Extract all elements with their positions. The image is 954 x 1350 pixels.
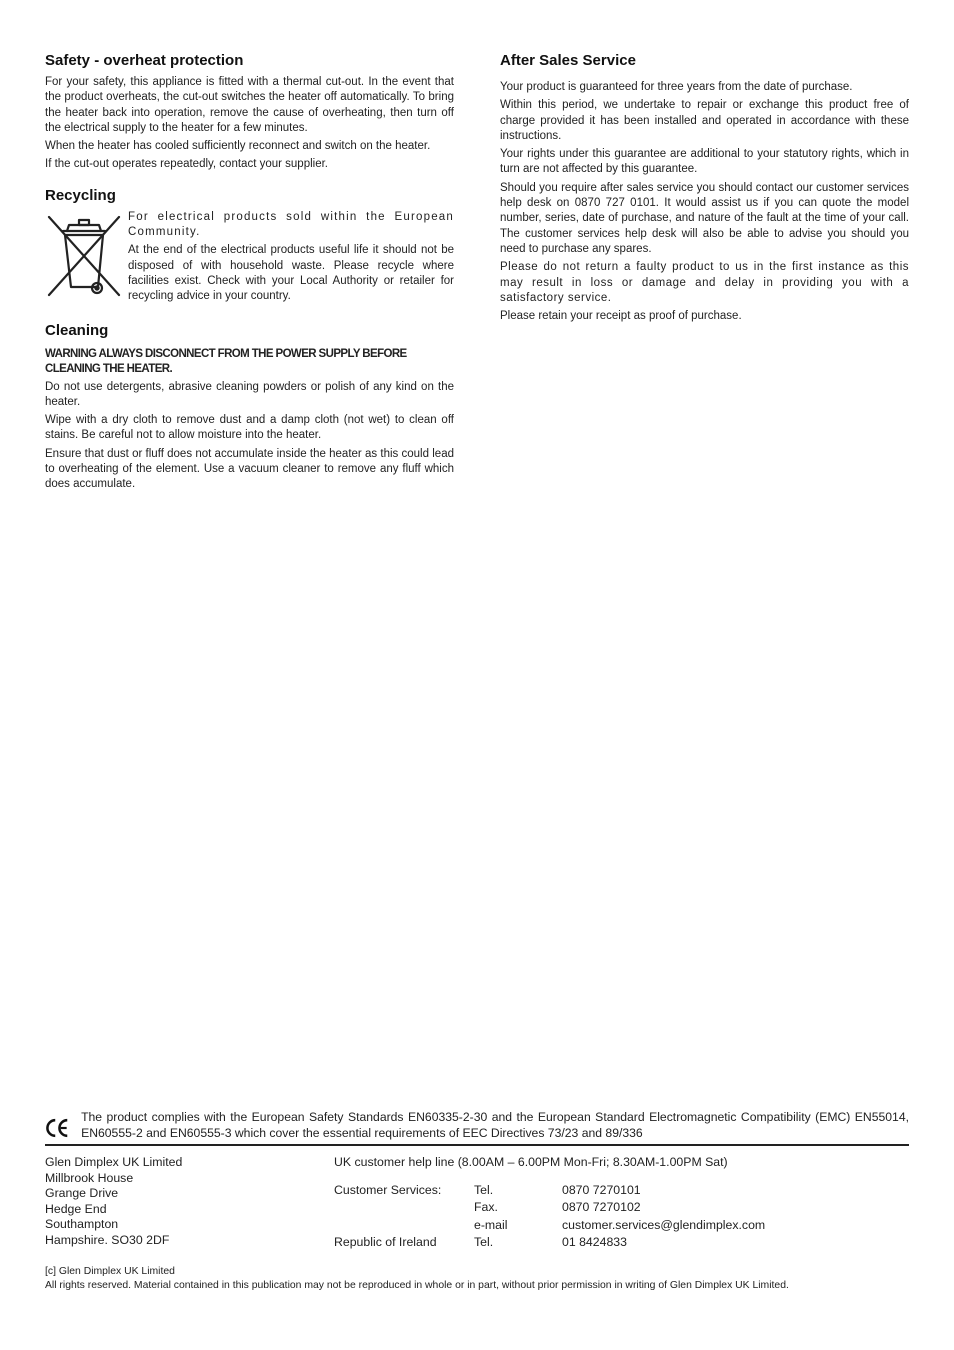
contact-group-label: Customer Services:: [334, 1183, 442, 1197]
after-sales-paragraph-4: Should you require after sales service you should contact our customer services help desk on 0870 727 0101. It would assist us if you can quote the model number, series, date of purchase, and nature of the fault at the time of your call. The customer services help desk will also be able to advise you should you need to purchase any spares.: [500, 181, 909, 255]
recycling-section: [45, 187, 454, 308]
recycling-paragraph-2: At the end of the electrical products useful life it should not be disposed of with household waste. Please recycle where facilities exist. Check with your Local Authority or retailer for recycling advice in your country.: [128, 244, 454, 303]
cleaning-heading: Cleaning: [45, 321, 109, 339]
recycling-heading: Recycling: [45, 186, 116, 204]
after-sales-paragraph-6: Please retain your receipt as proof of purchase.: [500, 310, 742, 323]
left-column: [45, 52, 454, 507]
after-sales-paragraph-2: Within this period, we undertake to repair or exchange this product free of charge provided it has been installed and operated in accordance with these instructions.: [500, 99, 909, 142]
recycling-text: [128, 210, 454, 308]
contact-value: 0870 7270102: [562, 1200, 641, 1214]
after-sales-paragraph-3: Your rights under this guarantee are additional to your statutory rights, which in turn are not affected by this guarantee.: [500, 148, 909, 176]
compliance-text: The product complies with the European Safety Standards EN60335-2-30 and the European Standard Electromagnetic Compatibility (EMC) EN55014, EN60555-2 and EN60555-3 which cover the essential requirements of EEC Directives 73/23 and 89/336: [81, 1110, 909, 1140]
rights-line: All rights reserved. Material contained in this publication may not be reproduced in whole or in part, without prior permission in writing of Glen Dimplex UK Limited.: [45, 1280, 789, 1291]
safety-paragraph-2: When the heater has cooled sufficiently reconnect and switch on the heater.: [45, 140, 431, 153]
crossed-out-wheelie-bin-icon: [45, 211, 125, 299]
after-sales-paragraph-1: Your product is guaranteed for three years from the date of purchase.: [500, 81, 853, 93]
compliance-row: [45, 1110, 909, 1146]
copyright-block: [45, 1265, 909, 1293]
ce-mark-icon: [45, 1110, 69, 1146]
contact-type: Tel.: [474, 1235, 494, 1249]
contact-type: Fax.: [474, 1200, 498, 1214]
contact-group-label: Republic of Ireland: [334, 1235, 437, 1249]
copyright-line: [c] Glen Dimplex UK Limited: [45, 1266, 175, 1277]
contact-value: 0870 7270101: [562, 1183, 641, 1197]
company-address: [45, 1155, 305, 1248]
footer-divider: [45, 1144, 909, 1146]
contact-type: Tel.: [474, 1183, 494, 1197]
cleaning-warning: WARNING ALWAYS DISCONNECT FROM THE POWER SUPPLY BEFORE CLEANING THE HEATER.: [45, 347, 407, 375]
address-line: Glen Dimplex UK Limited: [45, 1155, 183, 1169]
safety-paragraph-3: If the cut-out operates repeatedly, contact your supplier.: [45, 158, 328, 171]
helpline-text: UK customer help line (8.00AM – 6.00PM Mon-Fri; 8.30AM-1.00PM Sat): [334, 1155, 728, 1169]
contact-type: e-mail: [474, 1218, 508, 1232]
address-line: Hedge End: [45, 1201, 107, 1216]
recycling-paragraph-1: For electrical products sold within the European Community.: [128, 210, 454, 239]
address-line: Hampshire. SO30 2DF: [45, 1232, 170, 1247]
cleaning-paragraph-3: Ensure that dust or fluff does not accumulate inside the heater as this could lead to overheating of the element. Use a vacuum cleaner to remove any fluff which does accumulate.: [45, 447, 454, 491]
address-line: Millbrook House: [45, 1170, 134, 1185]
right-column: [500, 52, 909, 338]
contact-email[interactable]: customer.services@glendimplex.com: [562, 1218, 766, 1232]
after-sales-section: [500, 52, 909, 324]
after-sales-heading: After Sales Service: [500, 52, 636, 69]
safety-heading: Safety - overheat protection: [45, 52, 244, 69]
address-line: Grange Drive: [45, 1186, 119, 1200]
cleaning-paragraph-1: Do not use detergents, abrasive cleaning powders or polish of any kind on the heater.: [45, 380, 454, 408]
safety-section: [45, 52, 454, 173]
contact-value: 01 8424833: [562, 1235, 627, 1249]
address-line: Southampton: [45, 1217, 119, 1231]
safety-paragraph-1: For your safety, this appliance is fitted with a thermal cut-out. In the event that the product overheats, the cut-out switches the heater off automatically. To bring the heater back into operation, remove the cause of overheating, then turn off the electrical supply to the heater for a few minutes.: [45, 76, 454, 134]
cleaning-section: [45, 322, 454, 493]
cleaning-paragraph-2: Wipe with a dry cloth to remove dust and a damp cloth (not wet) to clean off stains. Be careful not to allow moisture into the heater.: [45, 414, 454, 442]
recycling-body: [45, 210, 454, 308]
after-sales-paragraph-5: Please do not return a faulty product to us in the first instance as this may result in loss or damage and delay in providing you with a satisfactory service.: [500, 261, 909, 304]
